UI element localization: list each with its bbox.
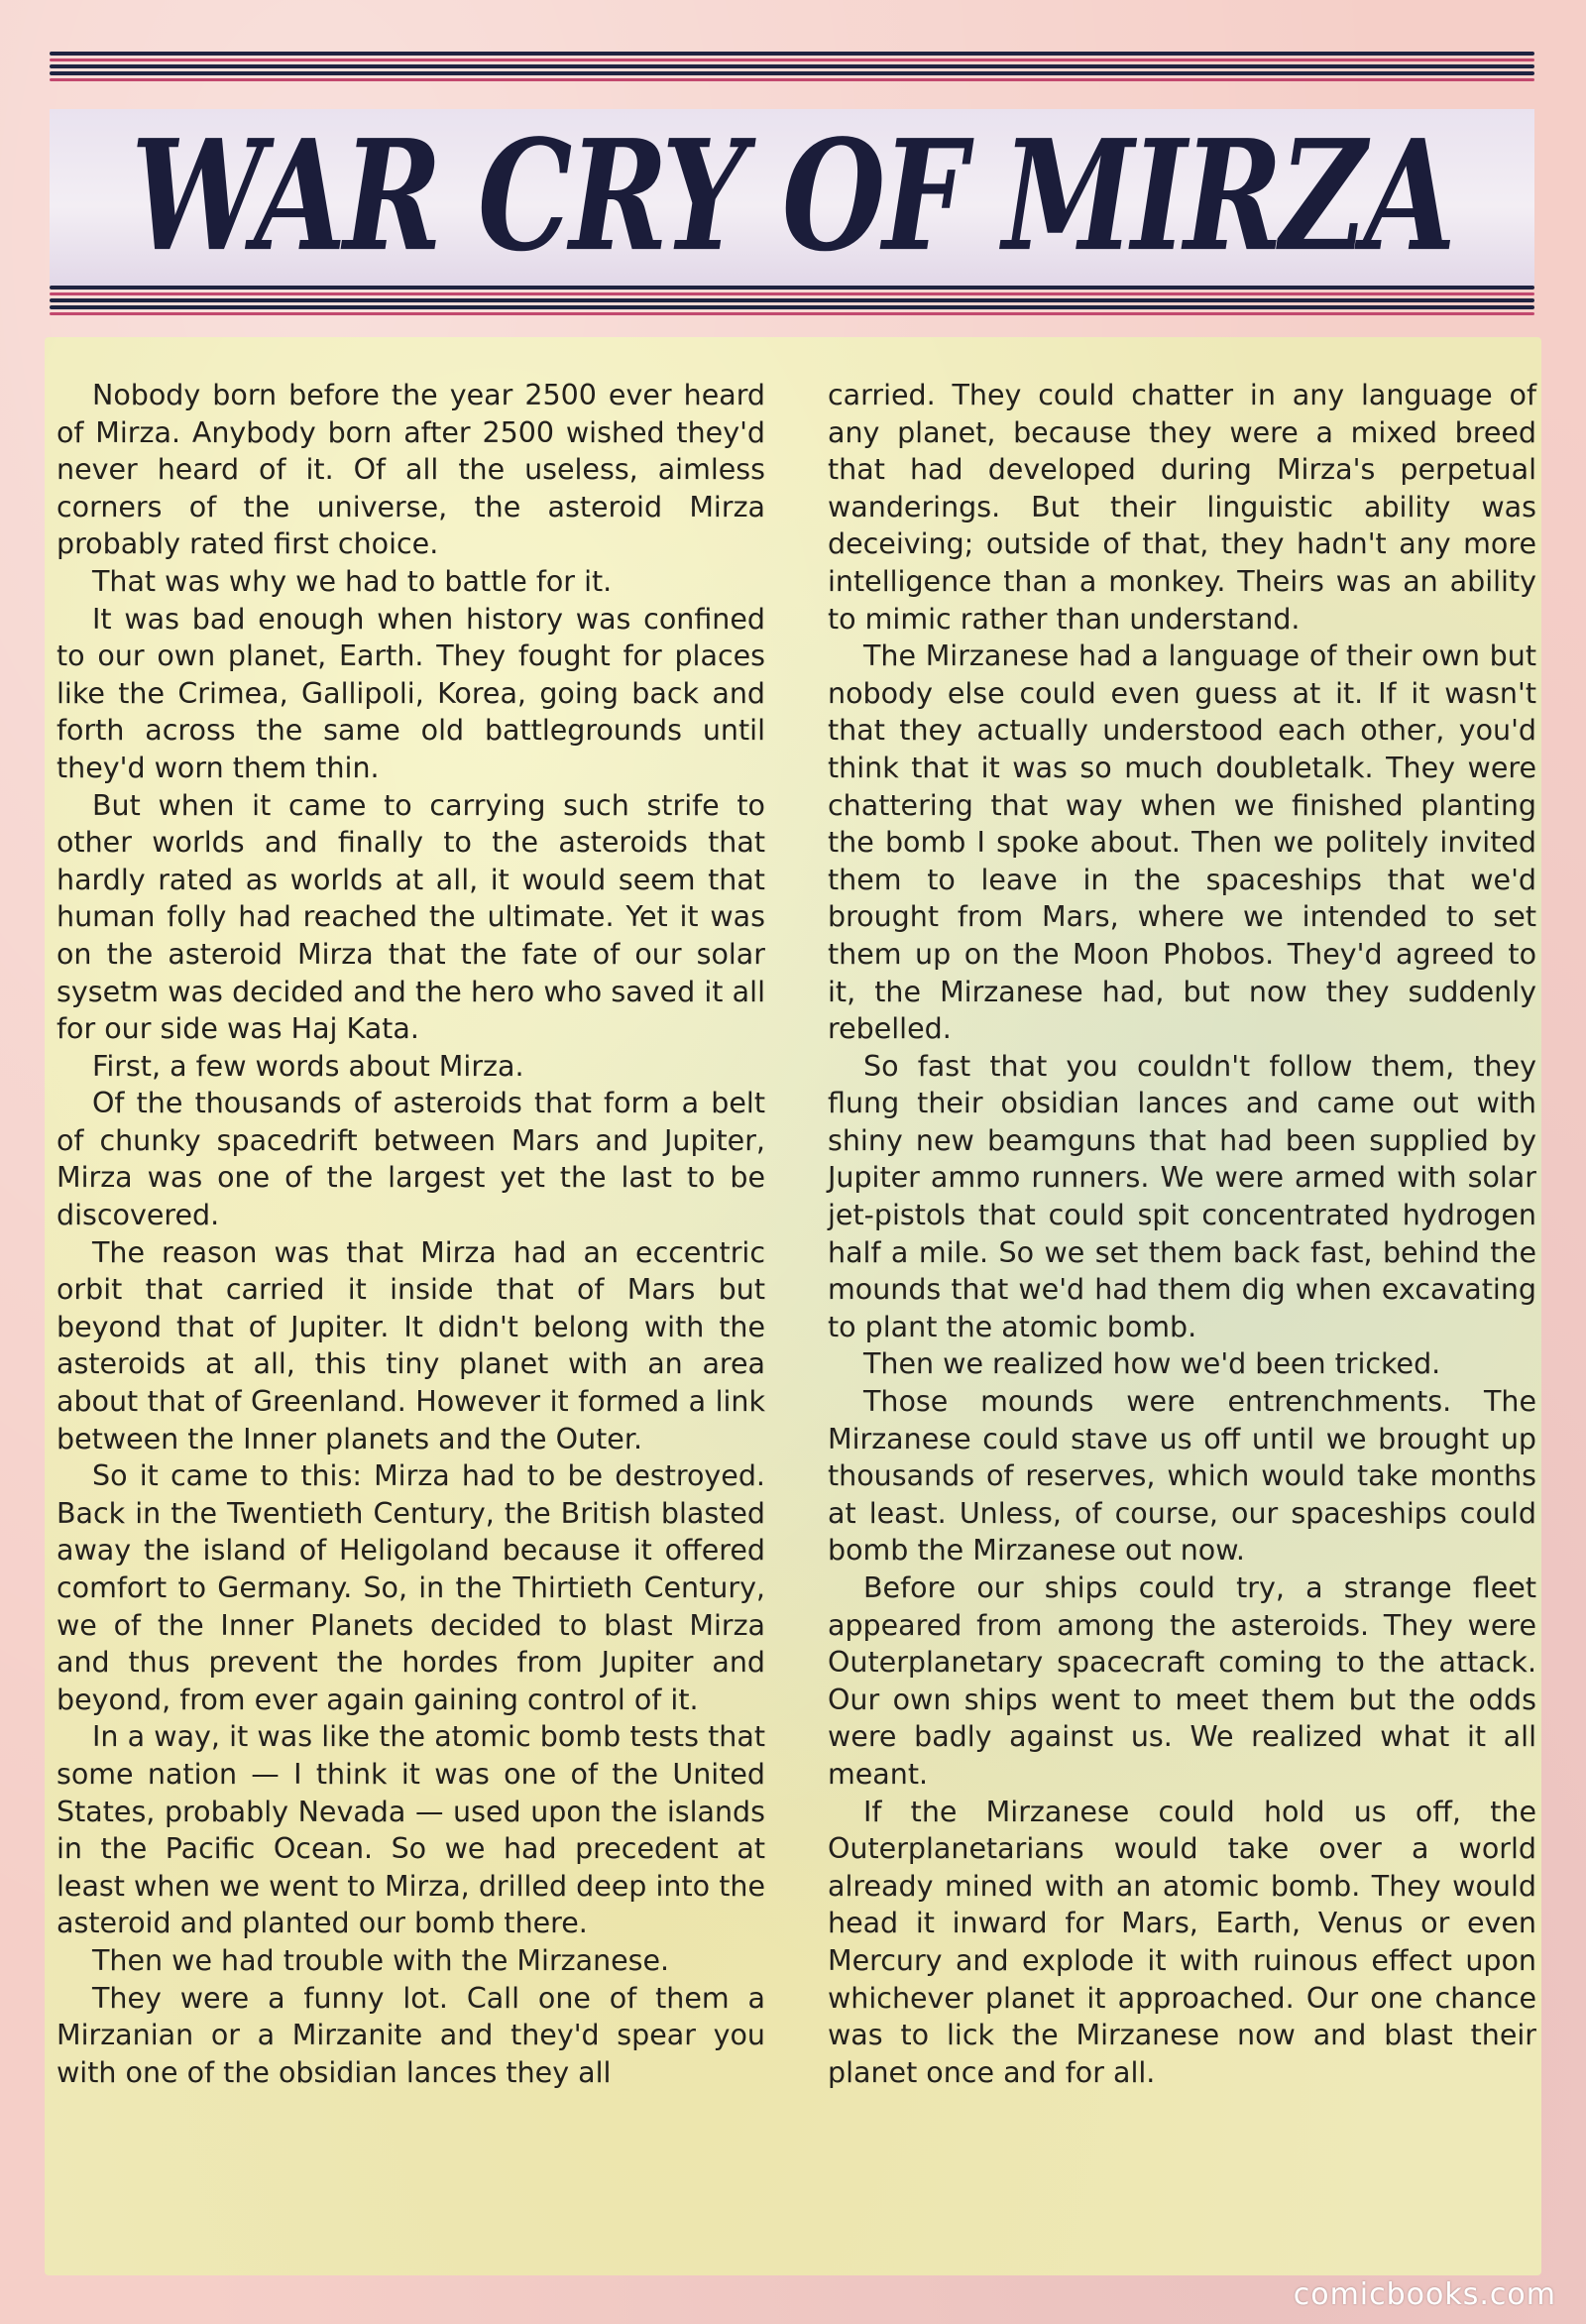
rule-line [50,78,1534,81]
paragraph: The reason was that Mirza had an eccentric orbit that carried it inside that of Mars but beyond that of Jupiter. It didn't belong with the asteroids at all, this tiny planet with an area about that of Greenland. However it formed a link between the Inner planets and the Outer. [57,1235,765,1455]
rule-line [50,298,1534,302]
paragraph: carried. They could chatter in any language of any planet, because they were a mixed breed that had developed during Mirza's perpetual wanderings. But their linguistic ability was deceiving; outside of that, they hadn't any more intelligence than a monkey. Theirs was an ability to mimic rather than understand. [828,379,1536,636]
text-column-left [57,377,765,2091]
paragraph: If the Mirzanese could hold us off, the Outerplanetarians would take over a world already mined with an atomic bomb. They would head it inward for Mars, Earth, Venus or even Mercury and explode it with ruinous effect upon whichever planet it approached. Our one chance was to lick the Mirzanese now and blast their planet once and for all. [828,1795,1536,2089]
paragraph: In a way, it was like the atomic bomb tests that some nation — I think it was one of the United States, probably Nevada — used upon the islands in the Pacific Ocean. So we had precedent at least when we went to Mirza, drilled deep into the asteroid and planted our bomb there. [57,1720,765,1940]
paragraph: Those mounds were entrenchments. The Mirzanese could stave us off until we brought up thousands of reserves, which would take months at least. Unless, of course, our spaceships could bomb the Mirzanese out now. [828,1385,1536,1568]
paragraph: So it came to this: Mirza had to be destroyed. Back in the Twentieth Century, the British blasted away the island of Heligoland because it offered comfort to Germany. So, in the Thirtieth Century, we of the Inner Planets decided to blast Mirza and thus prevent the hordes from Jupiter and beyond, from ever again gaining control of it. [57,1459,765,1716]
rule-line [50,71,1534,75]
paragraph: Nobody born before the year 2500 ever heard of Mirza. Anybody born after 2500 wished they'd never heard of it. Of all the useless, aimless corners of the universe, the asteroid Mirza probably rated first choice. [57,379,765,561]
story-text-panel [45,337,1541,2275]
watermark: comicbooks.com [1293,2277,1556,2312]
paragraph: The Mirzanese had a language of their own but nobody else could even guess at it. If it wasn't that they actually understood each other, you'd think that it was so much doubletalk. They were chattering that way when we finished planting the bomb I spoke about. Then we politely invited them to leave in the spaceships that we'd brought from Mars, where we intended to set them up on the Moon Phobos. They'd agreed to it, the Mirzanese had, but now they suddenly rebelled. [828,639,1536,1046]
rule-line [50,58,1534,61]
rule-line [50,292,1534,295]
paragraph: Before our ships could try, a strange fleet appeared from among the asteroids. They were Outerplanetary spacecraft coming to the attack. Our own ships went to meet them but the odds were badly against us. We realized what it all meant. [828,1571,1536,1791]
story-title: WAR CRY OF MIRZA [131,106,1453,287]
paragraph: Of the thousands of asteroids that form a belt of chunky spacedrift between Mars and Jupiter, Mirza was one of the largest yet the last to be discovered. [57,1087,765,1232]
title-top-rules [50,52,1534,89]
paragraph: But when it came to carrying such strife to other worlds and finally to the asteroids that hardly rated as worlds at all, it would seem that human folly had reached the ultimate. Yet it was on the asteroid Mirza that the fate of our solar sysetm was decided and the hero who saved it all for our side was Haj Kata. [57,788,765,1046]
paragraph: That was why we had to battle for it. [92,564,613,598]
rule-line [50,64,1534,68]
rule-line [50,52,1534,56]
paragraph: So fast that you couldn't follow them, they flung their obsidian lances and came out with shiny new beamguns that had been supplied by Jupiter ammo runners. We were armed with solar jet-pistols that could spit concentrated hydrogen half a mile. So we set them back fast, behind the mounds that we'd had them dig when excavating to plant the atomic bomb. [828,1049,1536,1343]
paragraph: Then we realized how we'd been tricked. [863,1347,1441,1381]
rule-line [50,305,1534,309]
paragraph: Then we had trouble with the Mirzanese. [92,1943,670,1977]
rule-line [50,312,1534,315]
title-bottom-rules [50,286,1534,323]
paragraph: It was bad enough when history was confined to our own planet, Earth. They fought for places like the Crimea, Gallipoli, Korea, going back and forth across the same old battlegrounds until they'd worn them thin. [57,602,765,784]
title-banner [50,106,1534,287]
paragraph: They were a funny lot. Call one of them a Mirzanian or a Mirzanite and they'd spear you with one of the obsidian lances they all [57,1981,765,2089]
rule-line [50,286,1534,290]
text-column-right [828,377,1536,2091]
paragraph: First, a few words about Mirza. [92,1049,524,1083]
